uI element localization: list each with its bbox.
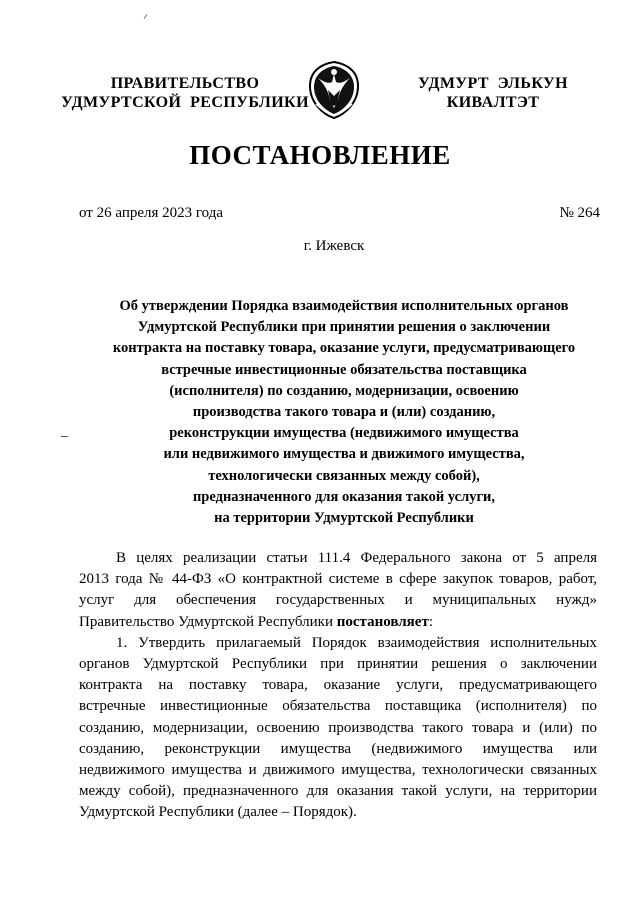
title-line: (исполнителя) по созданию, модернизации, освоению — [169, 382, 519, 399]
issuer-line: ПРАВИТЕЛЬСТВО — [110, 75, 260, 92]
coat-of-arms-emblem — [308, 60, 360, 120]
document-body — [79, 548, 597, 823]
body-text-span: Правительство Удмуртской Республики — [79, 613, 337, 630]
title-line: Удмуртской Республики при принятии решения о заключении — [137, 319, 551, 336]
title-line: предназначенного для оказания такой услуги, — [192, 488, 496, 505]
resolves-keyword: постановляет — [336, 613, 429, 630]
document-date: от 26 апреля 2023 года — [79, 205, 224, 221]
body-line: недвижимого имущества и движимого имущества, технологически связанных — [79, 761, 597, 778]
title-line: производства такого товара и (или) созданию, — [192, 404, 496, 421]
document-type-title: ПОСТАНОВЛЕНИЕ — [189, 140, 451, 170]
body-line: созданию, модернизации, освоению производства такого товара и (или) по — [79, 719, 597, 736]
issuer-name-russian — [55, 74, 315, 112]
body-line: между собой), предназначенного для оказания такой услуги, на территории — [79, 783, 597, 800]
body-line: контракта на поставку товара, оказание услуги, предусматривающего — [79, 677, 597, 694]
body-line: 1. Утвердить прилагаемый Порядок взаимодействия исполнительных — [116, 634, 597, 651]
body-line: созданию, реконструкции имущества (недвижимого имущества или — [79, 740, 597, 757]
issuer-name-udmurt — [393, 74, 593, 112]
body-text-span: : — [428, 613, 433, 630]
title-line: Об утверждении Порядка взаимодействия исполнительных органов — [119, 298, 569, 314]
document-number: № 264 — [559, 205, 600, 221]
document-subject-title — [60, 296, 628, 529]
title-line: или недвижимого имущества и движимого имущества, — [163, 446, 525, 463]
scan-mark — [144, 14, 148, 19]
title-line: реконструкции имущества (недвижимого имущества — [169, 425, 519, 442]
body-line: Удмуртской Республики (далее – Порядок). — [79, 804, 357, 821]
body-line: услуг для обеспечения государственных и муниципальных нужд» — [79, 592, 597, 609]
issuer-line: УДМУРТ ЭЛЬКУН — [417, 75, 569, 92]
title-line: встречные инвестиционные обязательства поставщика — [161, 361, 527, 378]
title-line: на территории Удмуртской Республики — [214, 510, 474, 527]
document-city: г. Ижевск — [303, 238, 365, 254]
issuer-line: КИВАЛТЭТ — [446, 94, 540, 111]
title-line: контракта на поставку товара, оказание услуги, предусматривающего — [112, 340, 576, 357]
title-line: технологически связанных между собой), — [208, 467, 480, 484]
issuer-line: УДМУРТСКОЙ РЕСПУБЛИКИ — [61, 94, 309, 111]
body-line: встречные инвестиционные обязательства поставщика (исполнителя) по — [79, 698, 597, 715]
body-line: 2013 года № 44-ФЗ «О контрактной системе в сфере закупок товаров, работ, — [79, 571, 597, 588]
body-line: органов Удмуртской Республики при принятии решения о заключении — [79, 655, 597, 672]
body-line: В целях реализации статьи 111.4 Федерального закона от 5 апреля — [116, 550, 597, 566]
body-line-resolves — [79, 612, 597, 633]
